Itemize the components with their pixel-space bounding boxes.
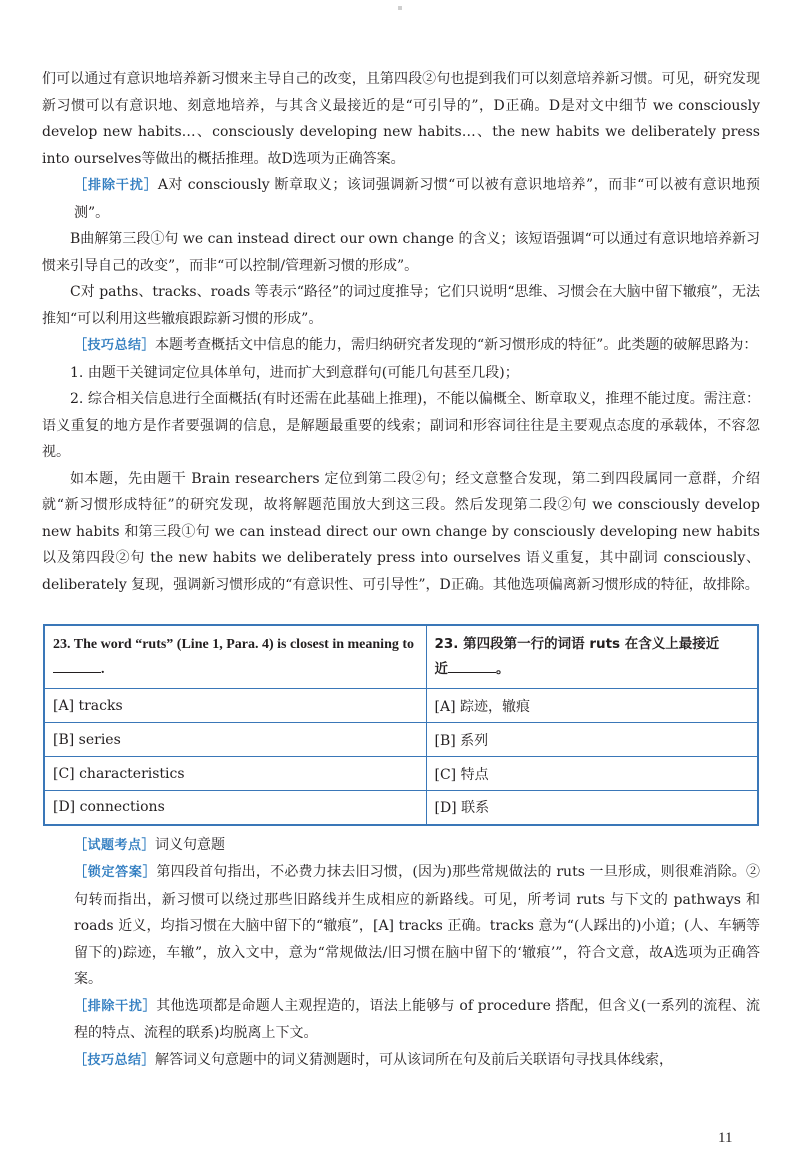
skill2-text: 解答词义句意题中的词义猜测题时，可从该词所在句及前后关联语句寻找具体线索， xyxy=(155,1051,674,1068)
skill-tag: ［技巧总结］ xyxy=(74,338,156,353)
option-row xyxy=(44,791,758,825)
paragraph-skill-example: 如本题，先由题干 Brain researchers 定位到第二段②句；经文意整合发现，第二到四段属同一意群，介绍就“新习惯形成特征”的研究发现，故将解题范围放大到这三段。然后发现第二段②句 we consciously develop new habits 和第三段①句 we can instead direct our own change by consciously developing new habits 以及第四段②句 the new habits we deliberately press into ourselves 语义重复，其中副词 consciously、deliberately 复现，强调新习惯形成的“有意识性、可引导性”，D正确。其他选项偏离新习惯形成的特征，故排除。 xyxy=(42,470,760,593)
option-row xyxy=(44,757,758,791)
answer-blank-zh xyxy=(448,661,496,673)
paragraph-skill xyxy=(42,332,760,360)
exclude-tag: ［排除干扰］ xyxy=(74,178,158,193)
stem-zh-text: 23. 第四段第一行的词语 ruts 在含义上最接近 xyxy=(434,636,720,652)
point-tag: ［试题考点］ xyxy=(74,837,156,853)
exclude-a-text: A对 consciously 断章取义；该词强调新习惯“可以被有意识地培养”，而非“可以被有意识地预测”。 xyxy=(74,177,760,221)
option-a-en: [A] tracks xyxy=(44,689,426,723)
stem-zh-end: 。 xyxy=(496,661,510,677)
option-b-en: [B] series xyxy=(44,723,426,757)
paragraph-skill-step2: 2. 综合相关信息进行全面概括(有时还需在此基础上推理)，不能以偏概全、断章取义，推理不能过度。需注意：语义重复的地方是作者要强调的信息，是解题最重要的线索；副词和形容词往往是主要观点态度的承载体，不容忽视。 xyxy=(42,391,760,460)
answer-text: 第四段首句指出，不必费力抹去旧习惯，(因为)那些常规做法的 ruts 一旦形成，则很难消除。②句转而指出，新习惯可以绕过那些旧路线并生成相应的新路线。可见，所考词 ruts 与下文的 pathways 和 roads 近义，均指习惯在大脑中留下的“辙痕”，[A] tracks 正确。tracks 意为“(人踩出的)小道；(人、车辆等留下的)踪迹，车辙”，放入文中，意为“常规做法/旧习惯在脑中留下的‘辙痕’”，符合文意，故A选项为正确答案。 xyxy=(74,864,760,987)
exclude2-tag: ［排除干扰］ xyxy=(74,998,157,1014)
page-number: 11 xyxy=(718,1130,733,1146)
option-c-zh: [C] 特点 xyxy=(426,757,758,791)
paragraph-exclude2 xyxy=(42,993,760,1047)
skill2-tag: ［技巧总结］ xyxy=(74,1052,156,1068)
option-a-zh: [A] 踪迹，辙痕 xyxy=(426,689,758,723)
paragraph-point xyxy=(42,832,760,860)
question-stem-zh: 23. 第四段第一行的词语 ruts 在含义上最接近 近 。 xyxy=(426,625,758,689)
stem-en-text: 23. The word “ruts” (Line 1, Para. 4) is closest in meaning to xyxy=(53,637,415,652)
top-mark xyxy=(398,6,402,10)
paragraph-exclude-c: C对 paths、tracks、roads 等表示“路径”的词过度推导；它们只说明“思维、习惯会在大脑中留下辙痕”，无法推知“可以利用这些辙痕跟踪新习惯的形成”。 xyxy=(42,284,760,327)
answer-blank-en xyxy=(53,661,101,673)
stem-en-end: . xyxy=(101,662,105,677)
option-b-zh: [B] 系列 xyxy=(426,723,758,757)
paragraph-skill-step1: 1. 由题干关键词定位具体单句，进而扩大到意群句(可能几句甚至几段)； xyxy=(70,364,519,381)
point-text: 词义句意题 xyxy=(155,836,226,853)
option-row xyxy=(44,723,758,757)
question-table xyxy=(43,624,759,826)
paragraph-top: 们可以通过有意识地培养新习惯来主导自己的改变，且第四段②句也提到我们可以刻意培养新习惯。可见，研究发现新习惯可以有意识地、刻意地培养，与其含义最接近的是“可引导的”，D正确。D是对文中细节 we consciously develop new habits…、consciously developing new habits…、the new habits we deliberately press into ourselves等做出的概括推理。故D选项为正确答案。 xyxy=(42,71,760,167)
option-row xyxy=(44,689,758,723)
option-c-en: [C] characteristics xyxy=(44,757,426,791)
page-body xyxy=(42,66,760,1074)
paragraph-exclude-a xyxy=(42,172,760,226)
paragraph-exclude-b: B曲解第三段①句 we can instead direct our own change 的含义；该短语强调“可以通过有意识地培养新习惯来引导自己的改变”，而非“可以控制/管理新习惯的形成”。 xyxy=(42,231,760,274)
paragraph-skill2 xyxy=(42,1047,760,1075)
option-d-en: [D] connections xyxy=(44,791,426,825)
paragraph-answer xyxy=(42,859,760,993)
question-stem-en xyxy=(44,625,426,689)
answer-tag: ［锁定答案］ xyxy=(74,865,157,880)
option-d-zh: [D] 联系 xyxy=(426,791,758,825)
question-stem-row xyxy=(44,625,758,689)
skill-intro-text: 本题考查概括文中信息的能力，需归纳研究者发现的“新习惯形成的特征”。此类题的破解思路为： xyxy=(155,337,758,353)
exclude2-text: 其他选项都是命题人主观捏造的，语法上能够与 of procedure 搭配，但含义(一系列的流程、流程的特点、流程的联系)均脱离上下文。 xyxy=(74,997,760,1041)
